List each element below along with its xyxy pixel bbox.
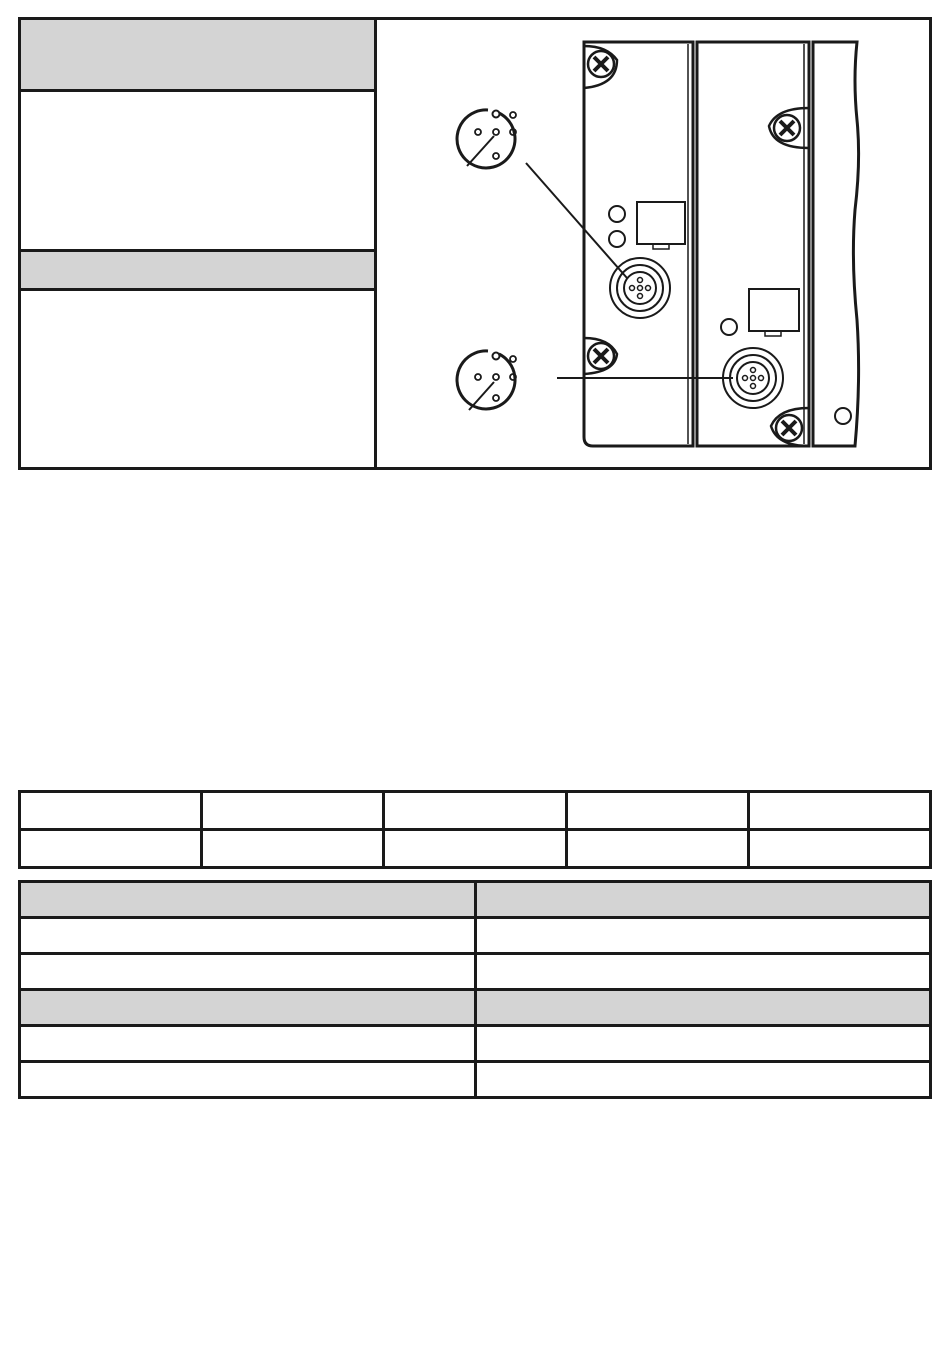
housing-module-2 bbox=[697, 42, 809, 446]
table-header-cell bbox=[475, 990, 931, 1026]
screw-icon bbox=[769, 108, 809, 148]
table-cell bbox=[475, 954, 931, 990]
table-section-header bbox=[20, 882, 931, 918]
table-cell bbox=[20, 954, 476, 990]
table-row bbox=[20, 830, 931, 868]
data-table-1 bbox=[18, 790, 932, 869]
m12-socket-icon bbox=[610, 258, 670, 318]
legend-body-2 bbox=[21, 291, 374, 467]
led-indicator-icon bbox=[609, 206, 625, 222]
table-row bbox=[20, 954, 931, 990]
led-indicator-icon bbox=[835, 408, 851, 424]
connector-figure-frame bbox=[18, 17, 932, 470]
device-drawing bbox=[377, 20, 929, 467]
table-cell bbox=[475, 918, 931, 954]
table-cell bbox=[202, 792, 384, 830]
table-cell bbox=[475, 1062, 931, 1098]
screw-icon bbox=[584, 46, 617, 88]
table-cell bbox=[384, 792, 566, 830]
table-section-header bbox=[20, 990, 931, 1026]
table-header-cell bbox=[20, 882, 476, 918]
table-cell bbox=[20, 1026, 476, 1062]
table-cell bbox=[202, 830, 384, 868]
legend-body-1 bbox=[21, 92, 374, 249]
housing-module-3 bbox=[813, 42, 859, 446]
table-header-cell bbox=[20, 990, 476, 1026]
table-header-cell bbox=[475, 882, 931, 918]
legend-header-1 bbox=[21, 20, 374, 89]
led-indicator-icon bbox=[721, 319, 737, 335]
label-field-icon bbox=[637, 202, 685, 249]
figure-legend-column bbox=[21, 20, 377, 467]
table-cell bbox=[475, 1026, 931, 1062]
led-indicator-icon bbox=[609, 231, 625, 247]
table-cell bbox=[20, 830, 202, 868]
table-row bbox=[20, 918, 931, 954]
m12-connector-pinout-icon bbox=[457, 110, 516, 168]
table-cell bbox=[20, 918, 476, 954]
table-cell bbox=[20, 1062, 476, 1098]
table-cell bbox=[20, 792, 202, 830]
table-cell bbox=[566, 792, 748, 830]
table-row bbox=[20, 1062, 931, 1098]
m12-connector-pinout-icon bbox=[457, 351, 516, 410]
table-row bbox=[20, 792, 931, 830]
device-connector-diagram bbox=[377, 20, 929, 467]
screw-icon bbox=[584, 338, 617, 374]
table-cell bbox=[566, 830, 748, 868]
table-cell bbox=[748, 830, 930, 868]
legend-header-2 bbox=[21, 252, 374, 288]
data-table-2 bbox=[18, 880, 932, 1099]
label-field-icon bbox=[749, 289, 799, 336]
table-cell bbox=[748, 792, 930, 830]
table-row bbox=[20, 1026, 931, 1062]
table-cell bbox=[384, 830, 566, 868]
